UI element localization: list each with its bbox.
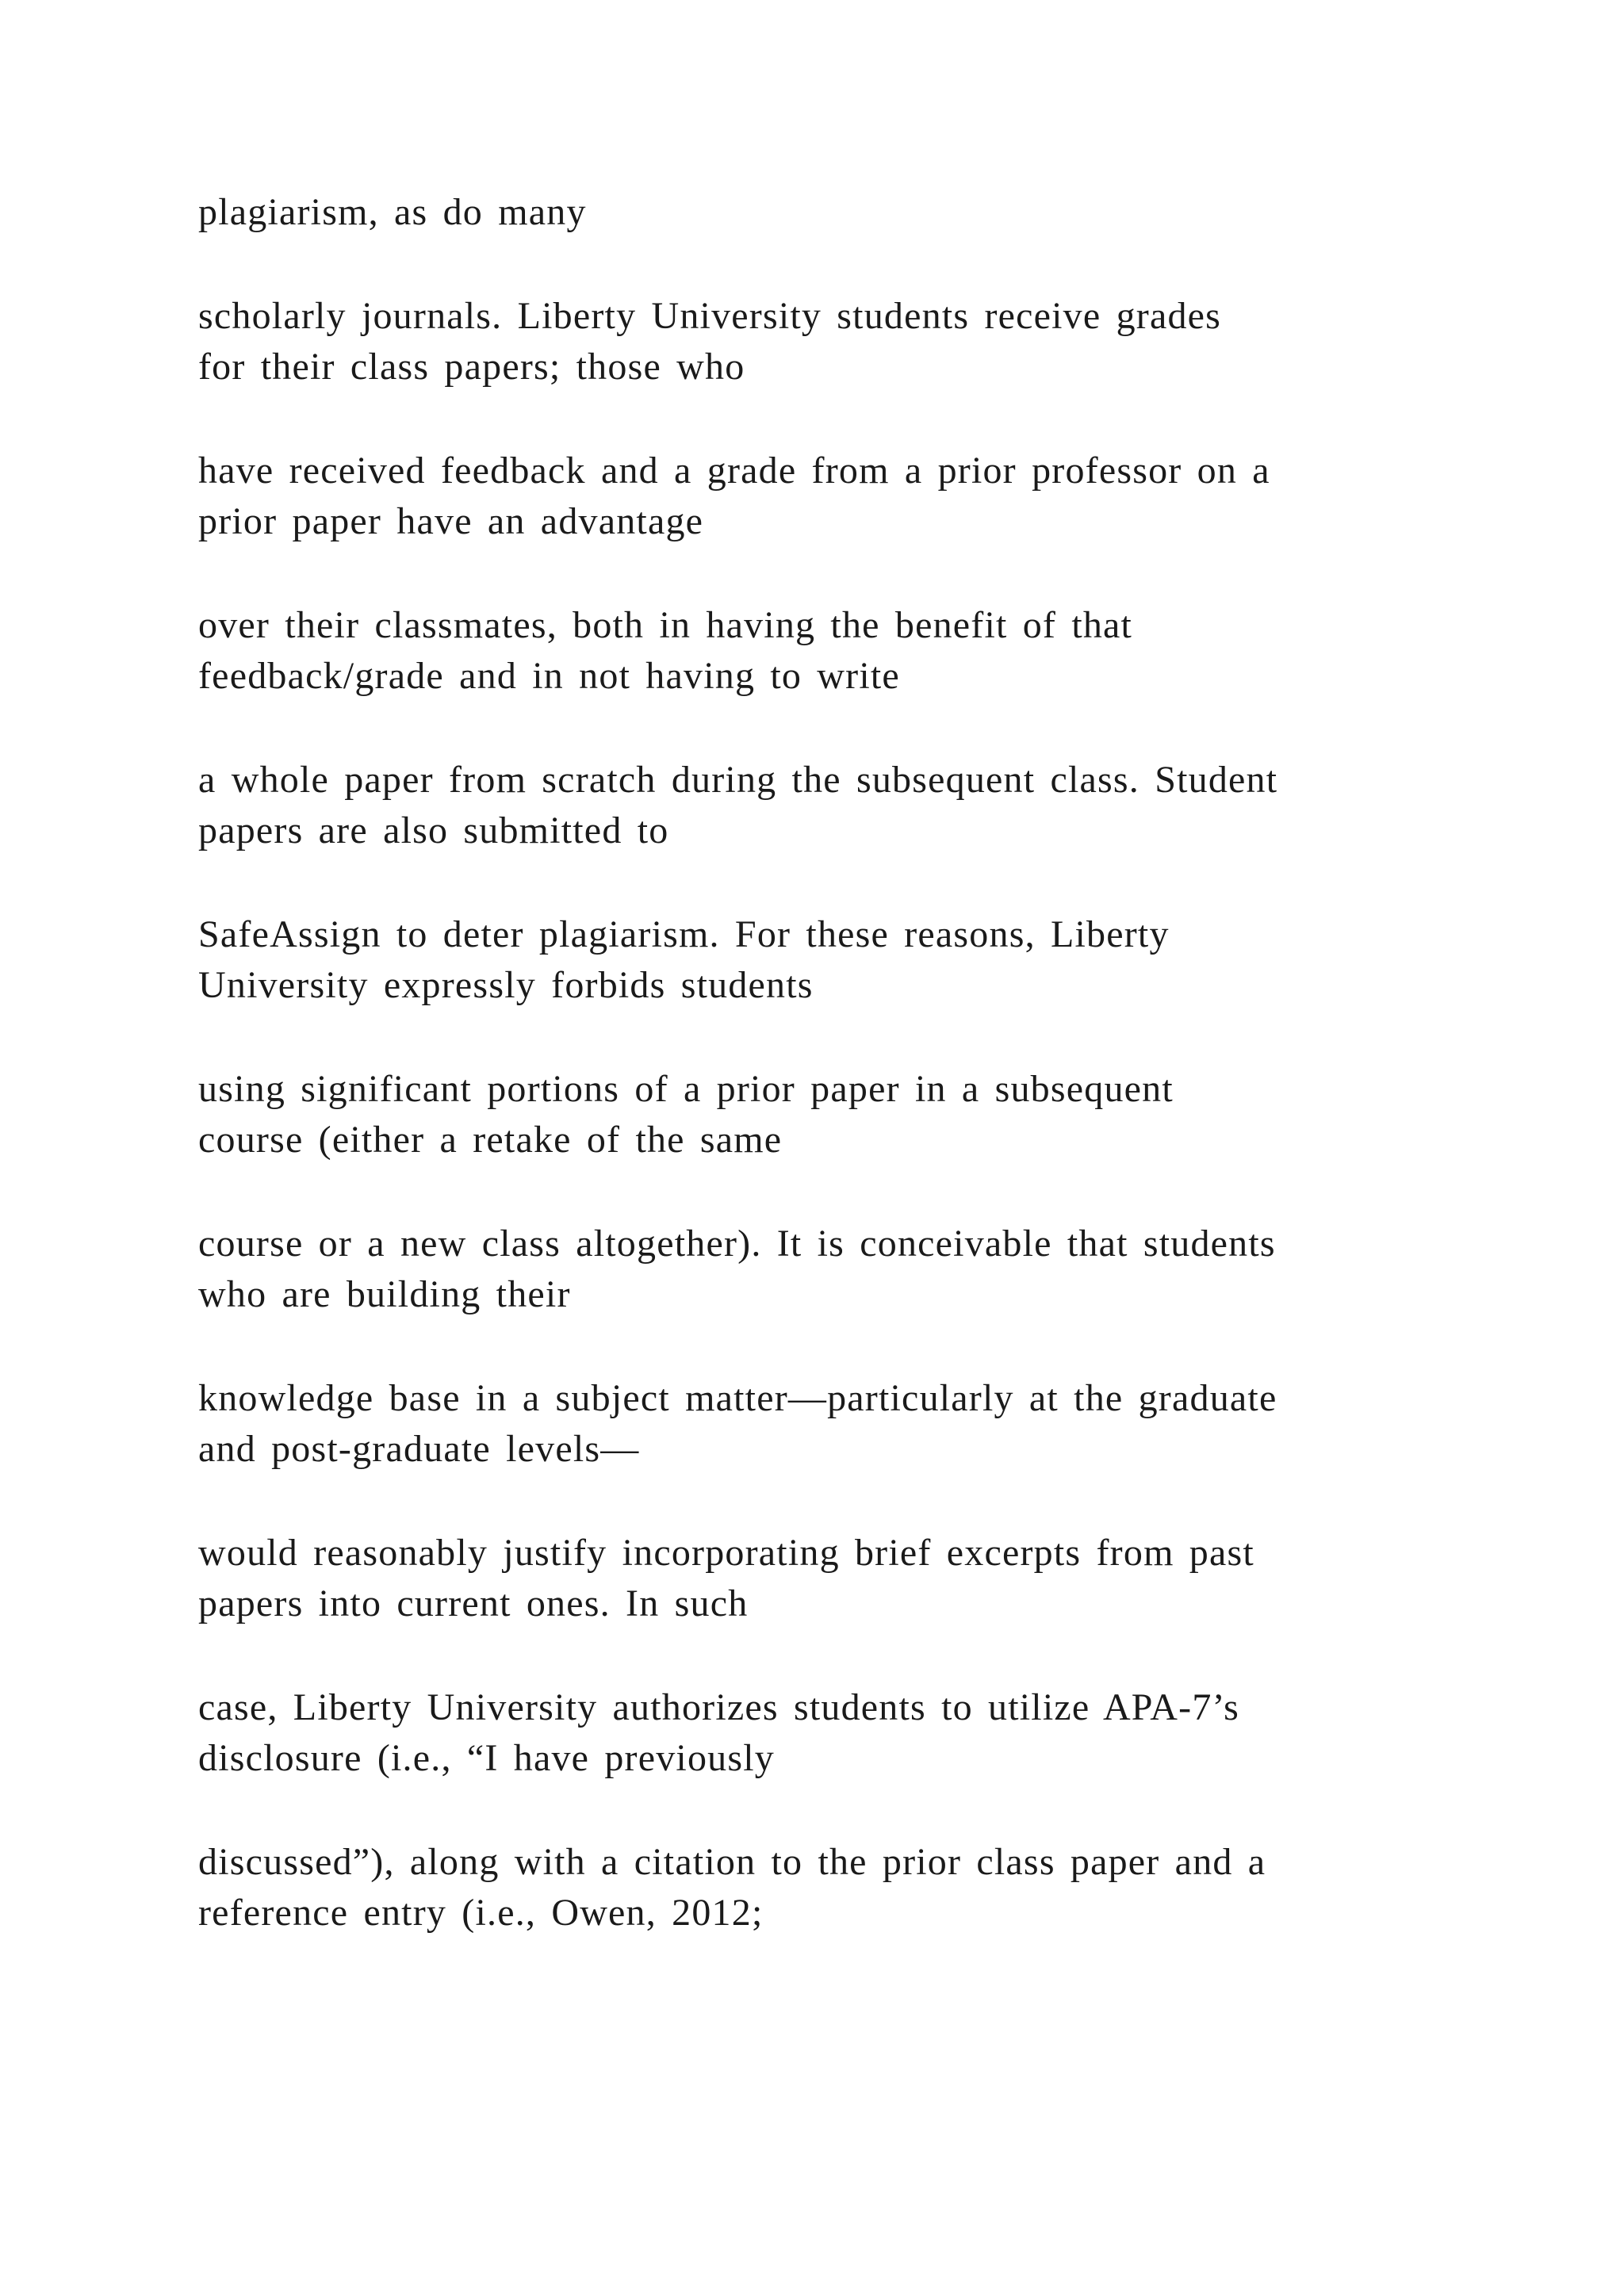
- text-line: disclosure (i.e., “I have previously: [198, 1737, 775, 1779]
- text-line: have received feedback and a grade from a prior professor on a: [198, 450, 1270, 492]
- paragraph: [198, 909, 1483, 1011]
- paragraph: [198, 1373, 1483, 1475]
- text-line: a whole paper from scratch during the subsequent class. Student: [198, 759, 1278, 801]
- paragraph: [198, 755, 1483, 856]
- text-line: scholarly journals. Liberty University students receive grades: [198, 295, 1222, 337]
- text-line: prior paper have an advantage: [198, 500, 704, 542]
- paragraph: [198, 446, 1483, 547]
- text-line: course or a new class altogether). It is conceivable that students: [198, 1223, 1276, 1265]
- text-line: using significant portions of a prior paper in a subsequent: [198, 1068, 1174, 1110]
- text-line: papers are also submitted to: [198, 809, 669, 851]
- document-body: [198, 187, 1483, 1992]
- paragraph: [198, 291, 1483, 392]
- text-line: over their classmates, both in having the benefit of that: [198, 604, 1133, 646]
- text-line: for their class papers; those who: [198, 346, 745, 388]
- paragraph: [198, 1837, 1483, 1938]
- paragraph: [198, 1528, 1483, 1629]
- paragraph: [198, 600, 1483, 702]
- paragraph: [198, 1219, 1483, 1320]
- text-line: knowledge base in a subject matter—particularly at the graduate: [198, 1377, 1277, 1419]
- paragraph: [198, 1064, 1483, 1165]
- text-line: and post-graduate levels—: [198, 1428, 640, 1470]
- text-line: papers into current ones. In such: [198, 1582, 749, 1624]
- text-line: plagiarism, as do many: [198, 191, 587, 233]
- paragraph: [198, 1682, 1483, 1784]
- text-line: University expressly forbids students: [198, 964, 814, 1006]
- text-line: discussed”), along with a citation to the prior class paper and a: [198, 1841, 1266, 1883]
- text-line: who are building their: [198, 1273, 571, 1315]
- paragraph: [198, 187, 1483, 238]
- text-line: reference entry (i.e., Owen, 2012;: [198, 1892, 764, 1934]
- text-line: case, Liberty University authorizes students to utilize APA-7’s: [198, 1686, 1239, 1728]
- text-line: feedback/grade and in not having to write: [198, 655, 900, 697]
- text-line: SafeAssign to deter plagiarism. For these reasons, Liberty: [198, 913, 1170, 955]
- text-line: course (either a retake of the same: [198, 1119, 783, 1161]
- text-line: would reasonably justify incorporating brief excerpts from past: [198, 1532, 1254, 1574]
